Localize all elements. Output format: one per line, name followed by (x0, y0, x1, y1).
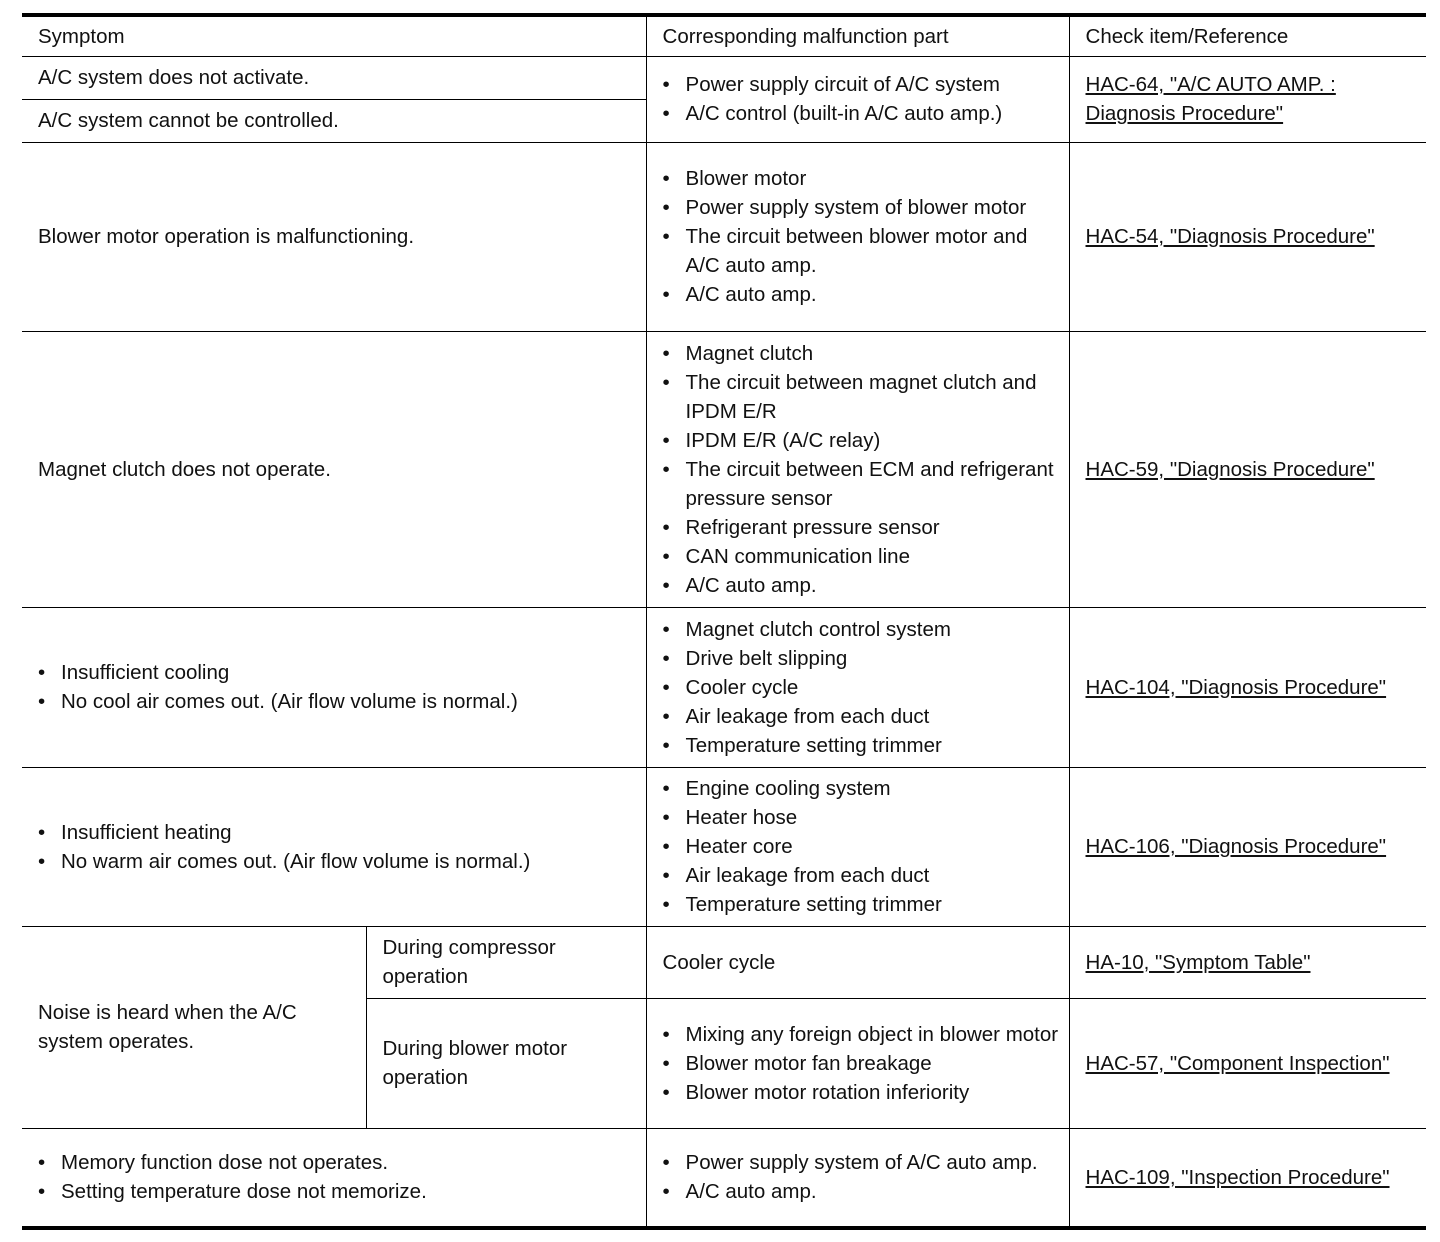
part-list (663, 70, 1059, 128)
part-cell (646, 142, 1069, 331)
reference-link[interactable]: HAC-59, "Diagnosis Procedure" (1085, 457, 1375, 481)
list-item: • Refrigerant pressure sensor (663, 513, 1059, 542)
symptom-cell (22, 767, 646, 926)
reference-cell (1069, 1128, 1426, 1228)
header-symptom: Symptom (22, 15, 646, 56)
part-cell (646, 998, 1069, 1128)
reference-cell (1069, 331, 1426, 607)
part-list (663, 615, 1059, 760)
table-row (22, 767, 1426, 926)
symptom-table (22, 13, 1426, 1230)
list-item: • Insufficient heating (38, 818, 636, 847)
list-item: • The circuit between magnet clutch and IPDM E/R (663, 368, 1059, 426)
header-part: Corresponding malfunction part (646, 15, 1069, 56)
part-cell (646, 607, 1069, 767)
list-item: • Engine cooling system (663, 774, 1059, 803)
part-cell: Cooler cycle (646, 926, 1069, 998)
list-item: • A/C auto amp. (663, 1177, 1059, 1206)
symptom-cell (22, 607, 646, 767)
list-item: • Blower motor rotation inferiority (663, 1078, 1059, 1107)
reference-link[interactable]: HAC-57, "Component Inspection" (1085, 1051, 1390, 1075)
symptom-cell: Blower motor operation is malfunctioning. (22, 142, 646, 331)
reference-link[interactable]: HAC-54, "Diagnosis Procedure" (1085, 225, 1375, 248)
list-item: • No warm air comes out. (Air flow volume is normal.) (38, 847, 636, 876)
table-row (22, 56, 1426, 99)
list-item: • Heater core (663, 832, 1059, 861)
list-item: • CAN communication line (663, 542, 1059, 571)
table-row (22, 142, 1426, 331)
list-item: • Power supply system of A/C auto amp. (663, 1148, 1059, 1177)
reference-link[interactable]: HA-10, "Symptom Table" (1085, 950, 1311, 974)
list-item: • Cooler cycle (663, 673, 1059, 702)
list-item: • Air leakage from each duct (663, 861, 1059, 890)
symptom-list (38, 1148, 636, 1206)
part-list (663, 339, 1059, 600)
part-cell (646, 56, 1069, 142)
list-item: • Power supply system of blower motor (663, 193, 1059, 222)
part-list (663, 1148, 1059, 1206)
list-item: • Temperature setting trimmer (663, 890, 1059, 919)
reference-link[interactable]: HAC-104, "Diagnosis Procedure" (1085, 675, 1387, 699)
reference-cell (1069, 767, 1426, 926)
list-item: • Setting temperature dose not memorize. (38, 1177, 636, 1206)
symptom-cell: Noise is heard when the A/C system operates. (22, 926, 366, 1128)
header-row (22, 15, 1426, 56)
part-list (663, 164, 1059, 309)
reference-cell (1069, 56, 1426, 142)
list-item: • A/C auto amp. (663, 571, 1059, 600)
list-item: • Magnet clutch (663, 339, 1059, 368)
table-row (22, 926, 1426, 998)
list-item: • The circuit between ECM and refrigerant pressure sensor (663, 455, 1059, 513)
list-item: • Mixing any foreign object in blower motor (663, 1020, 1059, 1049)
reference-link[interactable]: HAC-109, "Inspection Procedure" (1085, 1165, 1390, 1189)
list-item: • A/C auto amp. (663, 280, 1059, 309)
table-row (22, 331, 1426, 607)
reference-cell (1069, 998, 1426, 1128)
list-item: • Drive belt slipping (663, 644, 1059, 673)
header-check: Check item/Reference (1069, 15, 1426, 56)
list-item: • Heater hose (663, 803, 1059, 832)
symptom-list (38, 818, 636, 876)
list-item: • A/C control (built-in A/C auto amp.) (663, 99, 1059, 128)
part-cell (646, 1128, 1069, 1228)
part-cell (646, 767, 1069, 926)
table-row (22, 607, 1426, 767)
list-item: • Air leakage from each duct (663, 702, 1059, 731)
reference-link[interactable]: HAC-64, "A/C AUTO AMP. : Diagnosis Procedure" (1085, 73, 1336, 125)
part-list (663, 1020, 1059, 1107)
table-row (22, 1128, 1426, 1228)
sub-symptom-cell: During blower motor operation (366, 998, 646, 1128)
list-item: • Blower motor fan breakage (663, 1049, 1059, 1078)
sub-symptom-cell: During compressor operation (366, 926, 646, 998)
reference-cell (1069, 142, 1426, 331)
part-list (663, 774, 1059, 919)
symptom-cell: A/C system does not activate. (22, 56, 646, 99)
list-item: • Blower motor (663, 164, 1059, 193)
list-item: • Temperature setting trimmer (663, 731, 1059, 760)
symptom-cell: Magnet clutch does not operate. (22, 331, 646, 607)
reference-link[interactable]: HAC-106, "Diagnosis Procedure" (1085, 835, 1387, 858)
list-item: • Insufficient cooling (38, 658, 636, 687)
symptom-cell: A/C system cannot be controlled. (22, 99, 646, 142)
part-cell (646, 331, 1069, 607)
symptom-list (38, 658, 636, 716)
list-item: • Memory function dose not operates. (38, 1148, 636, 1177)
reference-cell (1069, 926, 1426, 998)
list-item: • No cool air comes out. (Air flow volume is normal.) (38, 687, 636, 716)
list-item: • Magnet clutch control system (663, 615, 1059, 644)
reference-cell (1069, 607, 1426, 767)
list-item: • Power supply circuit of A/C system (663, 70, 1059, 99)
symptom-cell (22, 1128, 646, 1228)
list-item: • IPDM E/R (A/C relay) (663, 426, 1059, 455)
list-item: • The circuit between blower motor and A/C auto amp. (663, 222, 1059, 280)
